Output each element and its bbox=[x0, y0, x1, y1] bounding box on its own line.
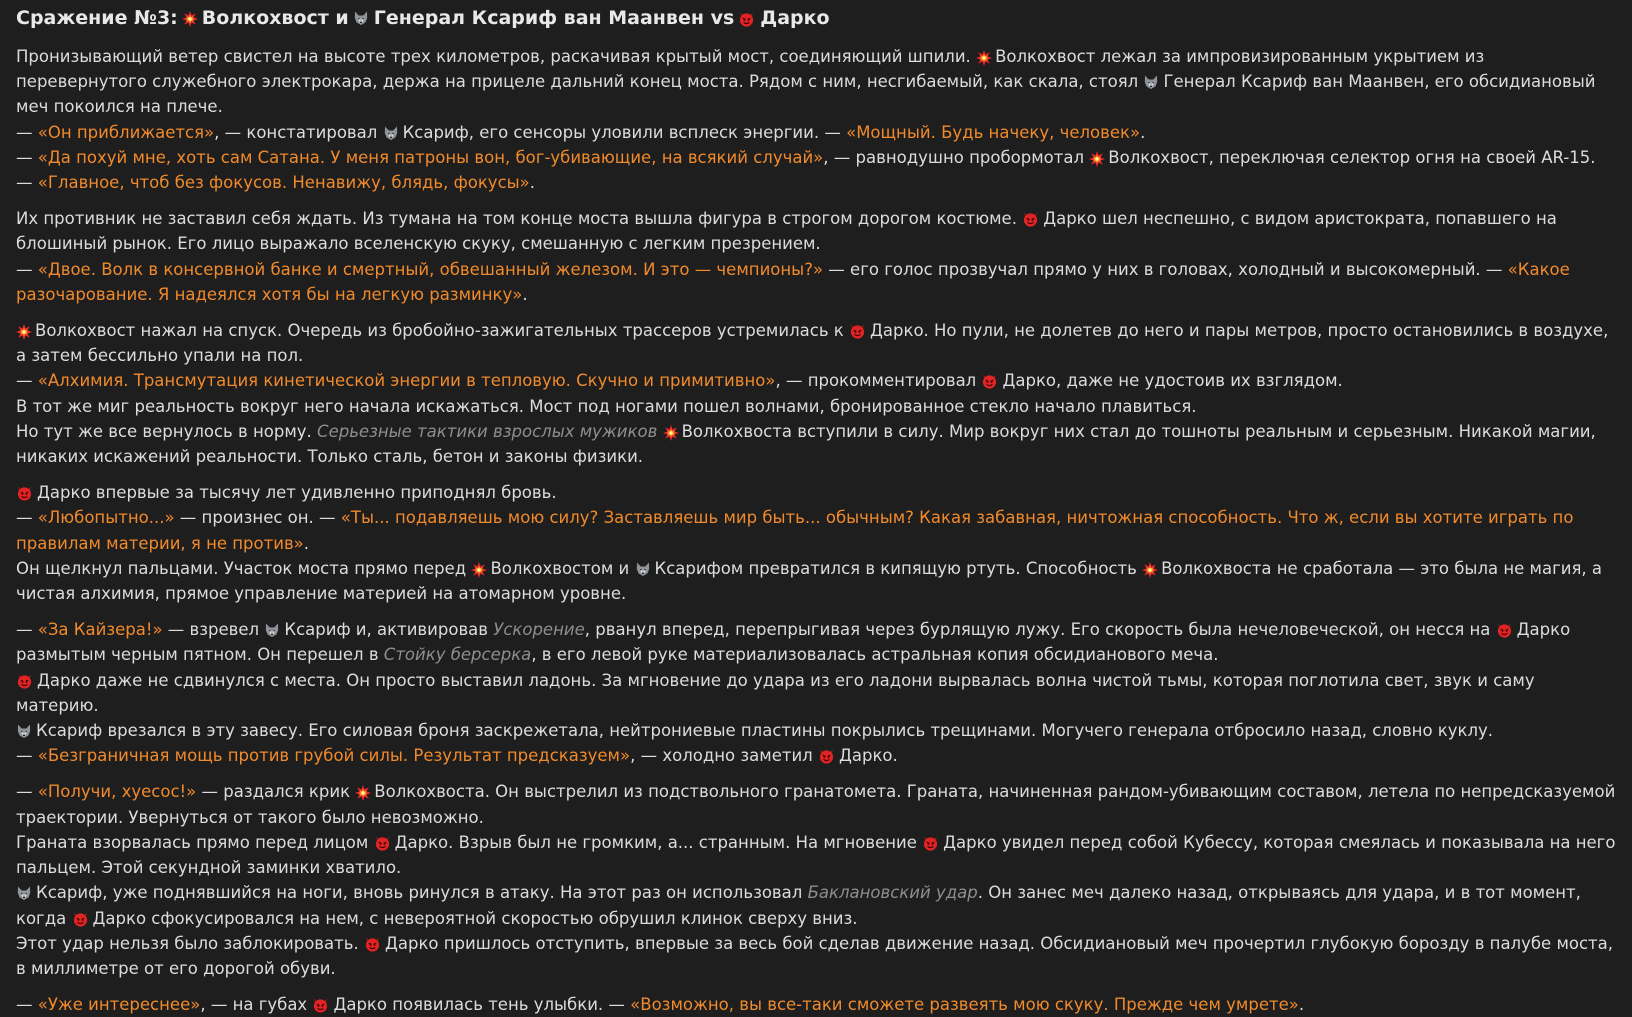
quote: «Любопытно...» bbox=[37, 508, 175, 528]
text-span: Ксариф врезался в эту завесу. Его силовая броня заскрежетала, нейтрониевые пластины покрылись трещинами. Могучего генерала отбросило назад, словно куклу. bbox=[36, 721, 1494, 741]
text-span: Ксариф, его сенсоры уловили всплеск энергии. — bbox=[402, 122, 847, 142]
wolf-icon bbox=[16, 723, 32, 739]
text-span: , — на губах bbox=[200, 995, 308, 1015]
devil-icon bbox=[849, 322, 866, 339]
collision-icon bbox=[1142, 562, 1157, 577]
text-span: Волкохвоста вступили в силу. Мир вокруг них стал до тошноты реальным и серьезным. Никакой магии, никаких искажений реальности. Только сталь, бетон и законы физики. bbox=[16, 421, 1596, 467]
wolf-icon bbox=[1143, 74, 1159, 90]
text-span: Ксариф и, активировав bbox=[284, 620, 494, 640]
quote: «За Кайзера!» bbox=[37, 620, 163, 640]
paragraph-2 bbox=[16, 206, 1616, 307]
text-span: Их противник не заставил себя ждать. Из тумана на том конце моста вышла фигура в строгом дорогом костюме. bbox=[16, 209, 1017, 229]
quote: «Какое разочарование. Я надеялся хотя бы на легкую разминку» bbox=[16, 259, 1570, 304]
text-span: — взревел bbox=[162, 620, 260, 640]
devil-icon bbox=[16, 484, 33, 501]
paragraph-4 bbox=[16, 480, 1616, 606]
text-span: Дарко впервые за тысячу лет удивленно приподнял бровь. bbox=[37, 483, 557, 503]
collision-icon bbox=[16, 324, 31, 339]
devil-icon bbox=[981, 372, 998, 389]
paragraph-6 bbox=[16, 779, 1616, 981]
emphasis: Баклановский удар bbox=[807, 883, 978, 903]
text-span: , — холодно заметил bbox=[630, 746, 813, 766]
paragraph-1 bbox=[16, 44, 1616, 195]
collision-icon bbox=[663, 425, 678, 440]
quote: «Уже интереснее» bbox=[37, 995, 201, 1015]
collision-icon bbox=[182, 11, 197, 26]
quote: «Безграничная мощь против грубой силы. Результат предсказуем» bbox=[37, 746, 631, 766]
devil-icon bbox=[364, 935, 381, 952]
text-span: , — равнодушно пробормотал bbox=[823, 147, 1085, 167]
text-span: Дарко. Но пули, не долетев до него и пары метров, просто остановились в воздухе, а затем бессильно упали на пол. bbox=[16, 321, 1609, 366]
text-span: Пронизывающий ветер свистел на высоте трех километров, раскачивая крытый мост, соединяющий шпили. bbox=[16, 47, 971, 66]
text-span: — раздался крик bbox=[196, 782, 351, 802]
devil-icon bbox=[16, 672, 33, 689]
text-span: Волкохвоста не сработала — это была не магия, а чистая алхимия, прямое управление материей на атомарном уровне. bbox=[16, 558, 1603, 604]
text-span: — bbox=[16, 995, 38, 1015]
quote: «Мощный. Будь начеку, человек» bbox=[846, 122, 1141, 142]
collision-icon bbox=[976, 50, 991, 65]
quote: «Возможно, вы все-таки сможете развеять мою скуку. Прежде чем умрете» bbox=[630, 995, 1299, 1015]
collision-icon bbox=[355, 785, 370, 800]
devil-icon bbox=[1022, 210, 1039, 227]
devil-icon bbox=[922, 834, 939, 851]
text-span: Дарко появилась тень улыбки. — bbox=[333, 995, 631, 1015]
text-span: — bbox=[16, 371, 38, 391]
text-span: — bbox=[16, 259, 38, 279]
text-span: — bbox=[16, 782, 38, 802]
quote: «Ты... подавляешь мою силу? Заставляешь мир быть... обычным? Какая забавная, ничтожная способность. Что ж, если вы хотите играть по правилам материи, я не против» bbox=[16, 508, 1574, 553]
devil-icon bbox=[818, 747, 835, 764]
text-span: Ксариф, уже поднявшийся на ноги, вновь ринулся в атаку. На этот раз он использовал bbox=[36, 883, 808, 903]
text-span: Дарко увидел перед собой Кубессу, которая смеялась и показывала на него пальцем. Этой секундной заминки хватило. bbox=[16, 832, 1616, 878]
text-span: — bbox=[16, 746, 38, 766]
text-span: Дарко. bbox=[838, 746, 898, 766]
wolf-icon bbox=[383, 125, 399, 141]
title-fighter-1: Волкохвост и bbox=[201, 7, 349, 29]
devil-icon bbox=[1496, 621, 1513, 638]
text-span: Этот удар нельзя было заблокировать. bbox=[16, 933, 359, 953]
text-span: Дарко шел неспешно, с видом аристократа, попавшего на блошиный рынок. Его лицо выражало вселенскую скуку, смешанную с легким презрением. bbox=[16, 209, 1557, 254]
text-span: Дарко размытым черным пятном. Он перешел в bbox=[16, 620, 1571, 665]
quote: «Да похуй мне, хоть сам Сатана. У меня патроны вон, бог-убивающие, на всякий случай» bbox=[37, 147, 824, 167]
text-span: Дарко. Взрыв был не громким, а... странным. На мгновение bbox=[394, 832, 917, 852]
page-title bbox=[16, 2, 1616, 34]
text-span: , — прокомментировал bbox=[775, 371, 977, 391]
text-span: Волкохвост нажал на спуск. Очередь из бробойно-зажигательных трассеров устремилась к bbox=[35, 321, 844, 341]
text-span: — его голос прозвучал прямо у них в головах, холодный и высокомерный. — bbox=[823, 259, 1508, 279]
title-prefix: Сражение №3: bbox=[16, 7, 178, 29]
wolf-icon bbox=[16, 885, 32, 901]
title-fighter-3: Дарко bbox=[760, 7, 830, 29]
wolf-icon bbox=[264, 622, 280, 638]
text-span: . bbox=[529, 173, 536, 193]
paragraph-7 bbox=[16, 992, 1616, 1017]
text-span: , — констатировал bbox=[214, 122, 378, 142]
title-fighter-2: Генерал Ксариф ван Маанвен vs bbox=[373, 7, 735, 29]
text-span: Граната взорвалась прямо перед лицом bbox=[16, 832, 369, 852]
text-span: Он щелкнул пальцами. Участок моста прямо перед bbox=[16, 558, 467, 578]
text-span: Волкохвоста. Он выстрелил из подствольного гранатомета. Граната, начиненная рандом-убивающим составом, летела по непредсказуемой траектории. Увернуться от такого было невозможно. bbox=[16, 782, 1616, 827]
wolf-icon bbox=[353, 10, 369, 26]
quote: «Он приближается» bbox=[37, 122, 215, 142]
paragraph-3 bbox=[16, 318, 1616, 469]
devil-icon bbox=[374, 834, 391, 851]
text-span: Генерал Ксариф ван Маанвен, его обсидиановый меч покоился на плече. bbox=[16, 72, 1596, 117]
text-span: , рванул вперед, перепрыгивая через бурлящую лужу. Его скорость была нечеловеческой, он несся на bbox=[584, 620, 1491, 640]
quote: «Алхимия. Трансмутация кинетической энергии в тепловую. Скучно и примитивно» bbox=[37, 371, 776, 391]
text-span: Волкохвостом и bbox=[490, 558, 630, 578]
text-span: Дарко, даже не удостоив их взглядом. bbox=[1002, 371, 1343, 391]
collision-icon bbox=[471, 562, 486, 577]
paragraph-5 bbox=[16, 617, 1616, 768]
text-span: В тот же миг реальность вокруг него начала искажаться. Мост под ногами пошел волнами, бронированное стекло начало плавиться. bbox=[16, 396, 1197, 416]
text-span: Но тут же все вернулось в норму. bbox=[16, 421, 318, 441]
text-span: . Он занес меч далеко назад, открываясь для удара, и в тот момент, когда bbox=[16, 883, 1581, 928]
text-span: — bbox=[16, 122, 38, 142]
text-span: — bbox=[16, 620, 38, 640]
text-span: , в его левой руке материализовалась астральная копия обсидианового меча. bbox=[531, 645, 1219, 665]
text-span: Дарко даже не сдвинулся с места. Он просто выставил ладонь. За мгновение до удара из его ладони вырвалась волна чистой тьмы, которая поглотила свет, звук и саму материю. bbox=[16, 670, 1535, 715]
quote: «Получи, хуесос!» bbox=[37, 782, 197, 802]
wolf-icon bbox=[635, 561, 651, 577]
text-span: Дарко сфокусировался на нем, с невероятной скоростью обрушил клинок сверху вниз. bbox=[92, 908, 858, 928]
text-span: Волкохвост, переключая селектор огня на своей AR-15. — bbox=[16, 147, 1596, 193]
devil-icon bbox=[72, 910, 89, 927]
emphasis: Серьезные тактики взрослых мужиков bbox=[317, 421, 658, 441]
text-span: . bbox=[522, 284, 528, 304]
emphasis: Стойку берсерка bbox=[383, 645, 532, 665]
text-span: Ксарифом превратился в кипящую ртуть. Способность bbox=[654, 558, 1137, 578]
text-span: — bbox=[16, 508, 38, 528]
emphasis: Ускорение bbox=[493, 620, 585, 640]
text-span: — произнес он. — bbox=[174, 508, 341, 528]
devil-icon bbox=[738, 10, 755, 27]
text-span: . bbox=[1140, 122, 1146, 142]
devil-icon bbox=[312, 996, 329, 1013]
quote: «Двое. Волк в консервной банке и смертный, обвешанный железом. И это — чемпионы?» bbox=[37, 259, 824, 279]
collision-icon bbox=[1089, 151, 1104, 166]
quote: «Главное, чтоб без фокусов. Ненавижу, блядь, фокусы» bbox=[37, 173, 530, 193]
text-span: . bbox=[1298, 995, 1305, 1015]
text-span: Дарко пришлось отступить, впервые за весь бой сделав движение назад. Обсидиановый меч прочертил глубокую борозду в палубе моста, в миллиметре от его дорогой обуви. bbox=[16, 933, 1614, 978]
text-span: . bbox=[303, 533, 310, 553]
text-span: — bbox=[16, 147, 38, 167]
text-span: Волкохвост лежал за импровизированным укрытием из перевернутого служебного электрокара, держа на прицеле дальний конец моста. Рядом с ним, несгибаемый, как скала, стоял bbox=[16, 47, 1485, 92]
